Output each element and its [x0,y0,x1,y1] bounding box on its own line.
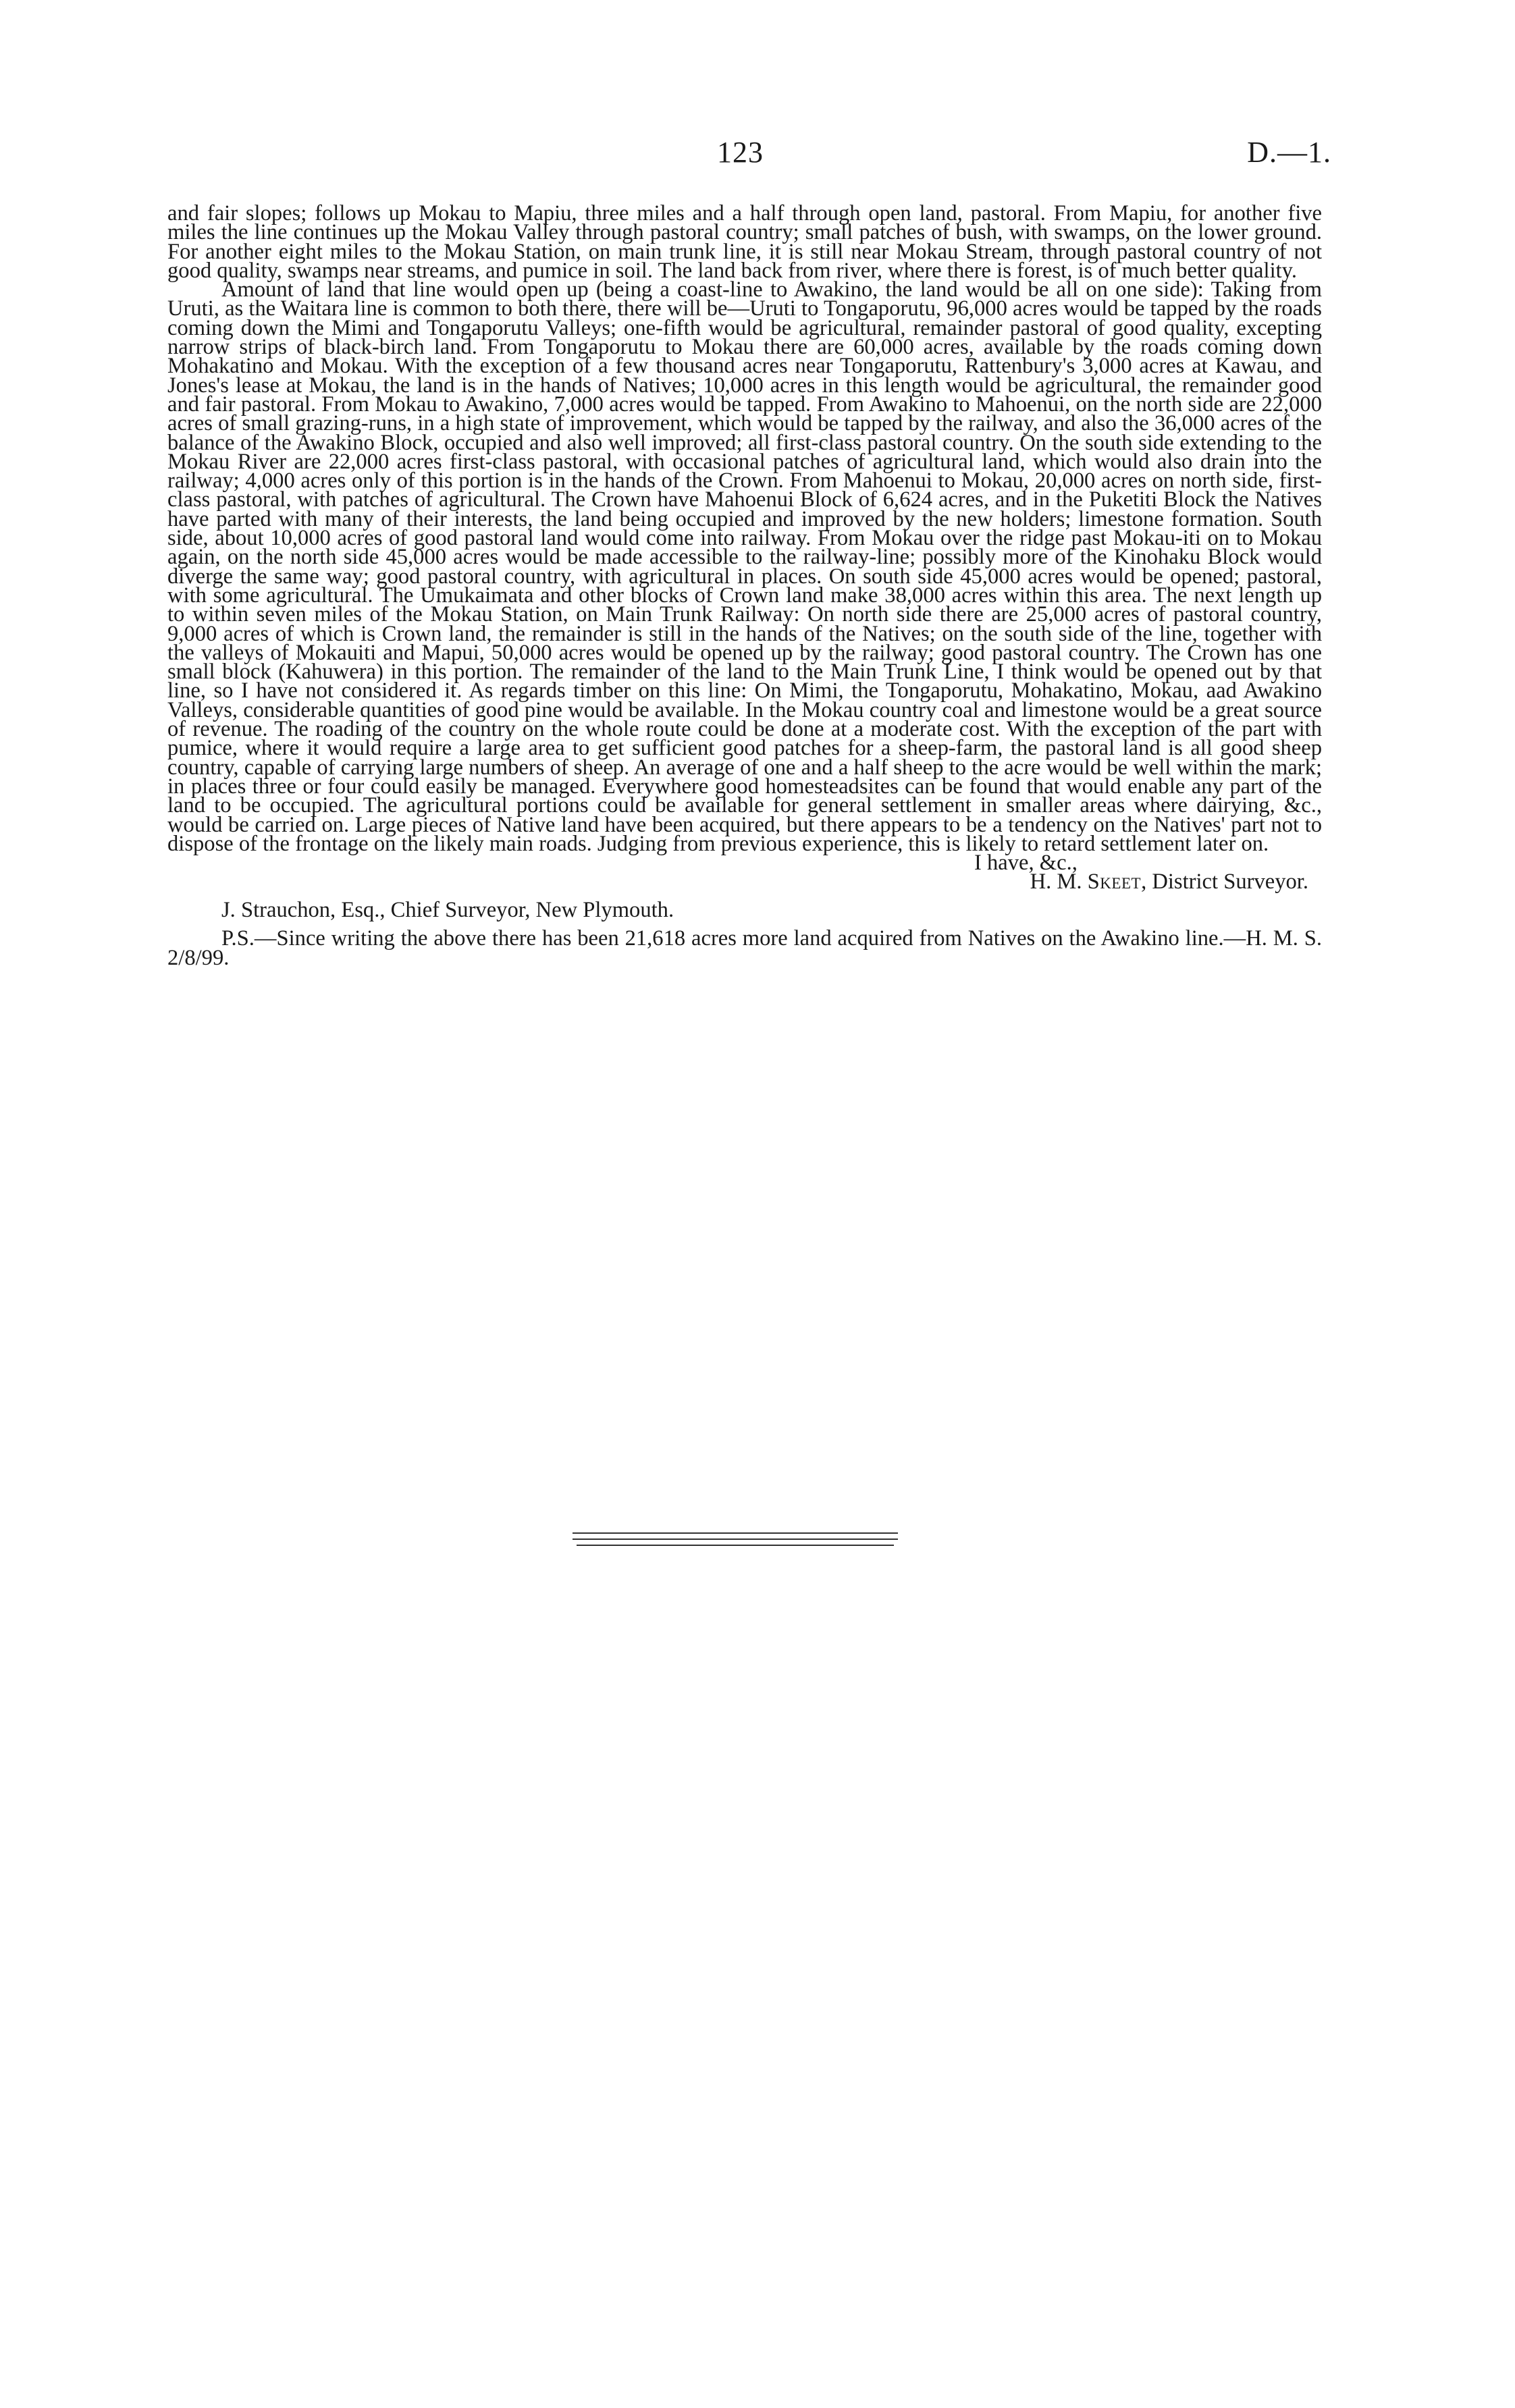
document-reference: D.—1. [1247,136,1331,169]
paragraph-land-amount: Amount of land that line would open up (being a coast-line to Awakino, the land would be all on one side): Taking from Uruti, as the Waitara line is common to both there, there will be—Uruti to Tongaporutu, 96,000 acres would be tapped by the roads coming down the Mimi and Tongaporutu Valleys; one-fifth would be agricultural, remainder pastoral of good quality, excepting narrow strips of black-birch land. From Tongaporutu to Mokau there are 60,000 acres, available by the roads coming down Mohakatino and Mokau. With the exception of a few thousand acres near Tongaporutu, Rattenbury's 3,000 acres at Kawau, and Jones's lease at Mokau, the land is in the hands of Natives; 10,000 acres in this length would be agricultural, the remainder good and fair pastoral. From Mokau to Awakino, 7,000 acres would be tapped. From Awakino to Mahoenui, on the north side are 22,000 acres of small grazing-runs, in a high state of improvement, which would be tapped by the railway, and also the 36,000 acres of the balance of the Awakino Block, occupied and also well improved; all first-class pastoral country. On the south side extending to the Mokau River are 22,000 acres first-class pastoral, with occasional patches of agricultural land, which would also drain into the railway; 4,000 acres only of this portion is in the hands of the Crown. From Mahoenui to Mokau, 20,000 acres on north side, first-class pastoral, with patches of agricultural. The Crown have Mahoenui Block of 6,624 acres, and in the Puketiti Block the Natives have parted with many of their interests, the land being occupied and improved by the new holders; limestone formation. South side, about 10,000 acres of good pastoral land would come into railway. From Mokau over the ridge past Mokau-iti on to Mokau again, on the north side 45,000 acres would be made accessible to the railway-line; possibly more of the Kinohaku Block would diverge the same way; good pastoral country, with agricultural in places. On south side 45,000 acres would be opened; pastoral, with some agricultural. The Umukaimata and other blocks of Crown land make 38,000 acres within this area. The next length up to within seven miles of the Mokau Station, on Main Trunk Railway: On north side there are 25,000 acres of pastoral country, 9,000 acres of which is Crown land, the remainder is still in the hands of the Natives; on the south side of the line, together with the valleys of Mokauiti and Mapui, 50,000 acres would be opened up by the railway; good pastoral country. The Crown has one small block (Kahuwera) in this portion. The remainder of the land to the Main Trunk Line, I think would be opened out by that line, so I have not considered it. As regards timber on this line: On Mimi, the Tongaporutu, Mohakatino, Mokau, aad Awakino Valleys, considerable quantities of good pine would be available. In the Mokau country coal and limestone would be a great source of revenue. The roading of the country on the whole route could be done at a moderate cost. With the exception of the part with pumice, where it would require a large area to get sufficient good patches for a sheep-farm, the pastoral land is all good sheep country, capable of carrying large numbers of sheep. An average of one and a half sheep to the acre would be well within the mark; in places three or four could easily be managed. Everywhere good homesteadsites can be found that would enable any part of the land to be occupied. The agricultural portions could be available for general settlement in smaller areas where dairying, &c., would be carried on. Large pieces of Native land have been acquired, but there appears to be a tendency on the Natives' part not to dispose of the frontage on the likely main roads. Judging from previous experience, this is likely to retard settlement later on. [167,277,1322,856]
closing-phrase: I have, &c., [974,851,1078,876]
page-number: 123 [717,136,764,169]
signature-line [1030,869,1308,894]
end-rule-bottom [577,1545,894,1546]
end-rule-middle [573,1539,898,1540]
body-text [167,201,1322,970]
signatory-surname: Skeet [1087,869,1142,894]
addressee-line: J. Strauchon, Esq., Chief Surveyor, New Plymouth. [221,898,674,923]
end-rule-top [573,1532,898,1534]
signatory-title: , District Surveyor. [1141,869,1308,894]
signatory-initials: H. M. [1030,869,1082,894]
page-header [0,135,1515,182]
postscript: P.S.—Since writing the above there has been 21,618 acres more land acquired from Natives on the Awakino line.—H. M. S. 2/8/99. [167,926,1322,970]
signoff-block [167,851,1322,894]
paragraph-continuation: and fair slopes; follows up Mokau to Mapiu, three miles and a half through open land, pastoral. From Mapiu, for another five miles the line continues up the Mokau Valley through pastoral country; small patches of bush, with swamps, on the lower ground. For another eight miles to the Mokau Station, on main trunk line, it is still near Mokau Stream, through pastoral country of not good quality, swamps near streams, and pumice in soil. The land back from river, where there is forest, is of much better quality. [167,201,1322,283]
